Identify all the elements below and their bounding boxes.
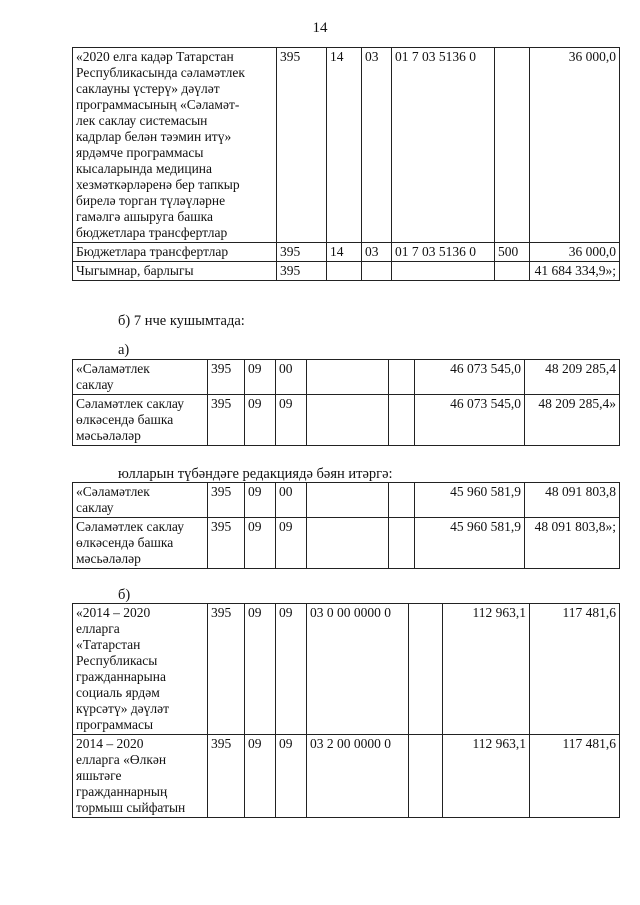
name-line: мәсьәләләр — [76, 428, 141, 443]
cell-subsection: 00 — [276, 483, 307, 518]
cell-expense-type — [389, 483, 415, 518]
cell-amount: 36 000,0 — [530, 243, 620, 262]
name-line: программасының «Сәламәт- — [76, 97, 240, 112]
cell-amount-2020: 48 209 285,4 — [525, 360, 620, 395]
cell-section: 09 — [245, 604, 276, 735]
cell-section: 09 — [245, 395, 276, 446]
cell-subsection: 09 — [276, 395, 307, 446]
name-line: күрсәтү» дәүләт — [76, 701, 170, 716]
cell-expense-type — [409, 735, 443, 818]
name-line: бюджетлара трансфертлар — [76, 225, 228, 240]
name-line: яшьтәге — [76, 768, 122, 783]
cell-target-article: 03 0 00 0000 0 — [307, 604, 409, 735]
name-line: гражданнарына — [76, 669, 166, 684]
cell-amount-2020: 117 481,6 — [530, 604, 620, 735]
name-line: саклау — [76, 500, 114, 515]
cell-target-article — [307, 360, 389, 395]
caption-appendix-7: б) 7 нче кушымтада: — [118, 313, 245, 329]
name-line: елларга «Өлкән — [76, 752, 167, 767]
name-line: өлкәсендә башка — [76, 535, 174, 550]
cell-amount: 36 000,0 — [530, 48, 620, 243]
cell-amount-2019: 45 960 581,9 — [415, 483, 525, 518]
cell-ministry: 395 — [208, 395, 245, 446]
name-line: Республикасы — [76, 653, 158, 668]
name-line: Чыгымнар, барлыгы — [76, 263, 194, 278]
name-line: программасы — [76, 717, 154, 732]
table-row — [73, 518, 620, 569]
cell-subsection: 03 — [362, 243, 392, 262]
cell-target-article: 01 7 03 5136 0 — [392, 243, 495, 262]
table-row — [73, 262, 620, 281]
table-row — [73, 243, 620, 262]
name-line: бирелә торган түләүләрне — [76, 193, 226, 208]
cell-section: 09 — [245, 735, 276, 818]
page-number: 14 — [312, 20, 328, 36]
table-row — [73, 604, 620, 735]
cell-expense-type — [389, 360, 415, 395]
name-line: гамәлгә ашыруга башка — [76, 209, 213, 224]
cell-target-article — [307, 395, 389, 446]
cell-subsection: 09 — [276, 518, 307, 569]
name-line: «Татарстан — [76, 637, 141, 652]
name-line: «Сәламәтлек — [76, 361, 150, 376]
cell-amount-2020: 48 209 285,4» — [525, 395, 620, 446]
row-name — [73, 395, 208, 446]
cell-amount-2019: 46 073 545,0 — [415, 395, 525, 446]
name-line: Сәламәтлек саклау — [76, 519, 184, 534]
cell-section: 09 — [245, 483, 276, 518]
cell-expense-type: 500 — [495, 243, 530, 262]
name-line: Бюджетлара трансфертлар — [76, 244, 229, 259]
name-line: кадрлар белән тәэмин итү» — [76, 129, 232, 144]
cell-target-article — [307, 518, 389, 569]
row-name — [73, 360, 208, 395]
cell-amount-2019: 112 963,1 — [443, 735, 530, 818]
cell-target-article — [307, 483, 389, 518]
name-line: Республикасында сәламәтлек — [76, 65, 245, 80]
cell-ministry: 395 — [208, 518, 245, 569]
cell-subsection: 03 — [362, 48, 392, 243]
name-line: елларга — [76, 621, 120, 636]
name-line: тормыш сыйфатын — [76, 800, 186, 815]
name-line: 2014 – 2020 — [76, 736, 144, 751]
cell-section: 09 — [245, 360, 276, 395]
cell-ministry: 395 — [208, 604, 245, 735]
cell-amount-2020: 48 091 803,8 — [525, 483, 620, 518]
name-line: «Сәламәтлек — [76, 484, 150, 499]
row-name — [73, 243, 277, 262]
cell-section: 09 — [245, 518, 276, 569]
cell-expense-type — [389, 518, 415, 569]
cell-section: 14 — [327, 48, 362, 243]
cell-expense-type — [495, 48, 530, 243]
table-row — [73, 48, 620, 243]
cell-target-article: 03 2 00 0000 0 — [307, 735, 409, 818]
cell-amount-2019: 112 963,1 — [443, 604, 530, 735]
cell-subsection: 00 — [276, 360, 307, 395]
cell-target-article — [392, 262, 495, 281]
cell-ministry: 395 — [208, 735, 245, 818]
budget-table-old-rows — [72, 359, 620, 446]
name-line: хезмәткәрләренә бер тапкыр — [76, 177, 240, 192]
row-name — [73, 262, 277, 281]
name-line: «2020 елга кадәр Татарстан — [76, 49, 234, 64]
cell-amount-2020: 48 091 803,8»; — [525, 518, 620, 569]
name-line: өлкәсендә башка — [76, 412, 174, 427]
cell-ministry: 395 — [277, 243, 327, 262]
cell-target-article: 01 7 03 5136 0 — [392, 48, 495, 243]
cell-amount-2019: 45 960 581,9 — [415, 518, 525, 569]
name-line: Сәламәтлек саклау — [76, 396, 184, 411]
cell-subsection — [362, 262, 392, 281]
name-line: «2014 – 2020 — [76, 605, 151, 620]
name-line: ярдәмче программасы — [76, 145, 204, 160]
caption-item-a: а) — [118, 342, 130, 358]
row-name — [73, 48, 277, 243]
cell-subsection: 09 — [276, 604, 307, 735]
table-row — [73, 395, 620, 446]
name-line: мәсьәләләр — [76, 551, 141, 566]
name-line: гражданнарның — [76, 784, 168, 799]
budget-table-new-rows — [72, 482, 620, 569]
cell-ministry: 395 — [277, 262, 327, 281]
row-name — [73, 735, 208, 818]
cell-ministry: 395 — [208, 360, 245, 395]
cell-amount: 41 684 334,9»; — [530, 262, 620, 281]
cell-ministry: 395 — [277, 48, 327, 243]
name-line: социаль ярдәм — [76, 685, 160, 700]
caption-replace-instruction: юлларын түбәндәге редакциядә бәян итәргә: — [118, 466, 393, 482]
cell-expense-type — [409, 604, 443, 735]
cell-section — [327, 262, 362, 281]
budget-table-program-rows — [72, 603, 620, 818]
cell-ministry: 395 — [208, 483, 245, 518]
cell-subsection: 09 — [276, 735, 307, 818]
cell-expense-type — [389, 395, 415, 446]
cell-amount-2019: 46 073 545,0 — [415, 360, 525, 395]
row-name — [73, 483, 208, 518]
cell-expense-type — [495, 262, 530, 281]
cell-amount-2020: 117 481,6 — [530, 735, 620, 818]
budget-table-section-14 — [72, 47, 620, 281]
caption-item-b: б) — [118, 587, 131, 603]
row-name — [73, 518, 208, 569]
name-line: лек саклау системасын — [76, 113, 208, 128]
table-row — [73, 735, 620, 818]
name-line: кысаларында медицина — [76, 161, 213, 176]
name-line: саклауны үстерү» дәүләт — [76, 81, 220, 96]
table-row — [73, 360, 620, 395]
table-row — [73, 483, 620, 518]
cell-section: 14 — [327, 243, 362, 262]
row-name — [73, 604, 208, 735]
name-line: саклау — [76, 377, 114, 392]
